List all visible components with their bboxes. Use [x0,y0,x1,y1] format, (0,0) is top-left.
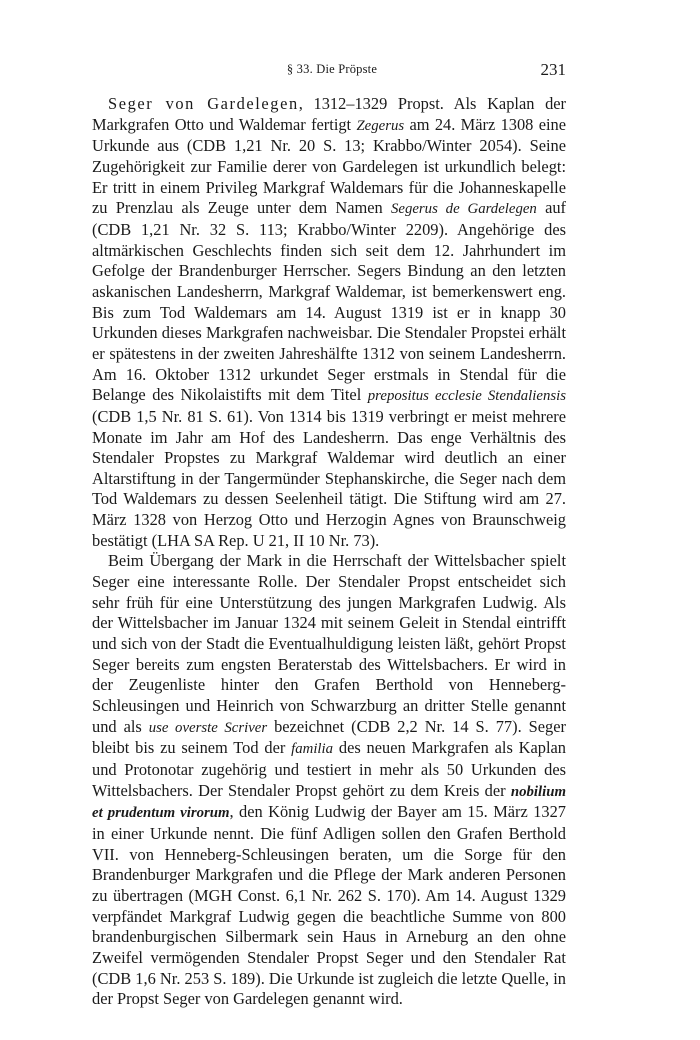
bold-italic-latin-phrase: nobilium et prudentum virorum [92,783,566,822]
text-run: am 24. März 1308 eine Urkunde aus (CDB 1,21 Nr. 20 S. 13; Krabbo/Winter 2054). Seine Zugehörigkeit zur Familie derer von Gardelegen ist urkundlich belegt: Er tritt in einem Privileg Markgraf Waldemars für die Johanneskapelle zu Prenzlau als Zeuge unter dem Namen [92,114,566,218]
text-run: Beim Übergang der Mark in die Herrschaft der Wittelsbacher spielt Seger eine interessante Rolle. Der Stendaler Propst entscheidet sich sehr früh für eine Unterstützung des jungen Markgrafen Ludwig. Als der Wittelsbacher im Januar 1324 mit seinem Geleit in Stendal eintrifft und sich von der Stadt die Eventualhuldigung leisten läßt, gehört Propst Seger bereits zum engsten Beraterstab des Wittelsbachers. Er wird in der Zeugenliste hinter den Grafen Berthold von Henneberg-Schleusingen und Heinrich von Schwarzburg an dritter Stelle genannt und als [92,551,566,736]
entry-name: Seger von Gardelegen [108,94,299,113]
text-run: bezeichnet (CDB 2,2 Nr. 14 S. 77). Seger bleibt bis zu seinem Tod der [92,716,566,758]
paragraph-wittelsbach-transition [92,551,566,1009]
italic-source-term: Zegerus [356,117,405,134]
italic-source-term: Segerus de Gardelegen [390,201,537,218]
body-text [92,94,566,1010]
text-run: , 1312–1329 Propst. Als Kaplan der Markgrafen Otto und Waldemar fertigt [92,94,566,134]
running-title: § 33. Die Pröpste [286,62,378,76]
text-run: auf (CDB 1,21 Nr. 32 S. 113; Krabbo/Winter 2209). Angehörige des altmärkischen Geschlechts finden sich seit dem 12. Jahrhundert im Gefolge der Brandenburger Herrscher. Segers Bindung an den letzten askanischen Landesherrn, Markgraf Waldemar, ist bemerkenswert eng. Bis zum Tod Waldemars am 14. August 1319 ist er in knapp 30 Urkunden dieses Markgrafen nachweisbar. Die Stendaler Propstei erhält er spätestens in der zweiten Jahreshälfte 1312 von seinem Landesherrn. Am 16. Oktober 1312 urkundet Seger erstmals in Stendal für die Belange des Nikolaistifts mit dem Titel [92,198,566,405]
italic-source-term: prepositus ecclesie Stendaliensis [367,388,566,405]
page-number: 231 [540,60,566,79]
running-header [92,60,572,84]
paragraph-seger-biography [92,94,566,551]
text-run: des neuen Markgrafen als Kaplan und Protonotar zugehörig und testiert in mehr als 50 Urkunden des Wittelsbachers. Der Stendaler Propst gehört zu dem Kreis der [92,738,567,800]
italic-source-term: familia [291,741,334,758]
italic-source-term: use overste Scriver [148,719,268,736]
text-run: (CDB 1,5 Nr. 81 S. 61). Von 1314 bis 1319 verbringt er meist mehrere Monate im Jahr am Hof des Landesherrn. Das enge Verhältnis des Stendaler Propstes zu Markgraf Waldemar wird deutlich an einer Altarstiftung in der Tangermünder Stephanskirche, die Seger nach dem Tod Waldemars zu dessen Seelenheil tätigt. Die Stiftung wird am 27. März 1328 von Herzog Otto und Herzogin Agnes von Braunschweig bestätigt (LHA SA Rep. U 21, II 10 Nr. 73). [92,406,566,550]
text-run: , den König Ludwig der Bayer am 15. März 1327 in einer Urkunde nennt. Die fünf Adligen sollen den Grafen Berthold VII. von Henneberg-Schleusingen beraten, um die Sorge für den Brandenburger Markgrafen und die Pflege der Mark anderen Personen zu übertragen (MGH Const. 6,1 Nr. 262 S. 170). Am 14. August 1329 verpfändet Markgraf Ludwig gegen die beachtliche Summe von 800 brandenburgischen Silbermark sein Haus in Arneburg an den ohne Zweifel vermögenden Stendaler Propst Seger und den Stendaler Rat (CDB 1,6 Nr. 253 S. 189). Die Urkunde ist zugleich die letzte Quelle, in der Propst Seger von Gardelegen genannt wird. [92,802,566,1009]
